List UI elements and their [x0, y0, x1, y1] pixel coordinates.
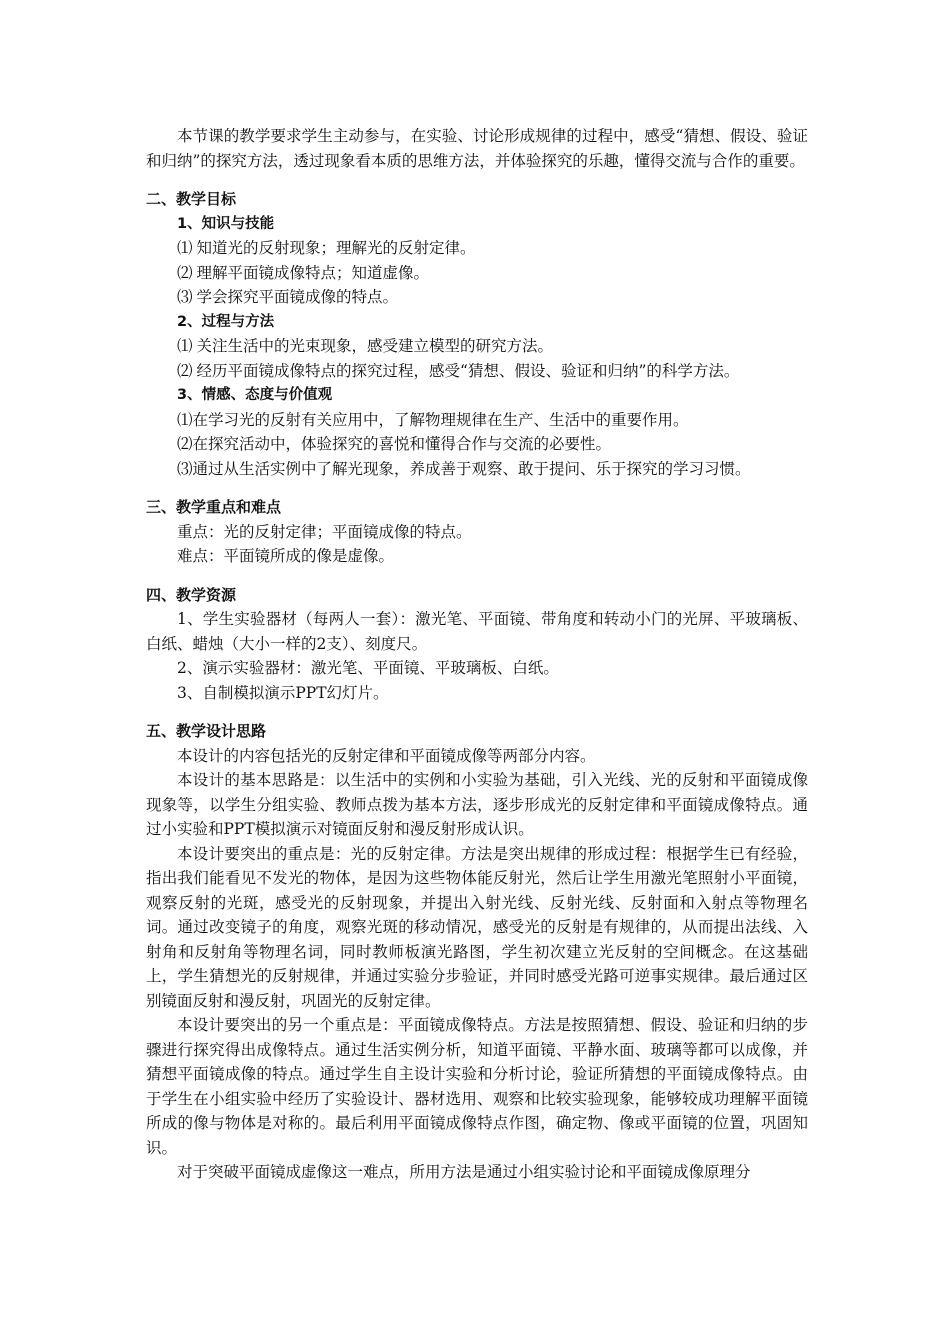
- resource-item: 3、自制模拟演示PPT幻灯片。: [177, 683, 389, 702]
- knowledge-item: ⑵ 理解平面镜成像特点；知道虚像。: [177, 263, 430, 282]
- intro-paragraph: 本节课的教学要求学生主动参与，在实验、讨论形成规律的过程中，感受“猜想、假设、验证和归纳”的探究方法，透过现象看本质的思维方法，并体验探究的乐趣，懂得交流与合作的重要。: [146, 127, 808, 170]
- section-key-points-title: 三、教学重点和难点: [146, 498, 282, 516]
- design-paragraph: 本设计的基本思路是：以生活中的实例和小实验为基础，引入光线、光的反射和平面镜成像现象等，以学生分组实验、教师点拨为基本方法，逐步形成光的反射定律和平面镜成像特点。通过小实验和PPT模拟演示对镜面反射和漫反射形成认识。: [146, 771, 808, 838]
- resource-item: 2、演示实验器材：激光笔、平面镜、平玻璃板、白纸。: [177, 659, 559, 677]
- subsection-knowledge-title: 1、知识与技能: [177, 215, 275, 232]
- section-design-idea-title: 五、教学设计思路: [146, 722, 267, 740]
- key-point-difficulty: 难点：平面镜所成的像是虚像。: [177, 547, 395, 565]
- attitude-item: ⑴在学习光的反射有关应用中，了解物理规律在生产、生活中的重要作用。: [177, 410, 689, 429]
- design-paragraph: 本设计要突出的重点是：光的反射定律。方法是突出规律的形成过程：根据学生已有经验，指出我们能看见不发光的物体，是因为这些物体能反射光，然后让学生用激光笔照射小平面镜，观察反射的光斑，感受光的反射现象，并提出入射光线、反射光线、反射面和入射点等物理名词。通过改变镜子的角度，观察光斑的移动情况，感受光的反射是有规律的，从而提出法线、入射角和反射角等物理名词，同时教师板演光路图，学生初次建立光反射的空间概念。在这基础上，学生猜想光的反射规律，并通过实验分步验证，并同时感受光路可逆事实规律。最后通过区别镜面反射和漫反射，巩固光的反射定律。: [146, 844, 808, 1010]
- key-point-focus: 重点：光的反射定律；平面镜成像的特点。: [177, 522, 472, 541]
- attitude-item: ⑶通过从生活实例中了解光现象，养成善于观察、敢于提问、乐于探究的学习习惯。: [177, 459, 751, 478]
- design-paragraph: 对于突破平面镜成虚像这一难点，所用方法是通过小组实验讨论和平面镜成像原理分: [177, 1163, 751, 1181]
- process-item: ⑴ 关注生活中的光束现象，感受建立模型的研究方法。: [177, 337, 554, 355]
- design-paragraph: 本设计的内容包括光的反射定律和平面镜成像等两部分内容。: [177, 746, 596, 765]
- section-resources-title: 四、教学资源: [146, 585, 237, 604]
- attitude-item: ⑵在探究活动中，体验探究的喜悦和懂得合作与交流的必要性。: [177, 435, 612, 453]
- document-body: [146, 124, 808, 1185]
- resource-item: 1、学生实验器材（每两人一套）：激光笔、平面镜、带角度和转动小门的光屏、平玻璃板、白纸、蜡烛（大小一样的2支）、刻度尺。: [146, 610, 808, 653]
- section-teaching-objectives-title: 二、教学目标: [146, 190, 237, 208]
- subsection-attitude-title: 3、情感、态度与价值观: [177, 387, 333, 403]
- process-item: ⑵ 经历平面镜成像特点的探究过程，感受“猜想、假设、验证和归纳”的科学方法。: [177, 361, 740, 380]
- subsection-process-title: 2、过程与方法: [177, 313, 275, 330]
- knowledge-item: ⑶ 学会探究平面镜成像的特点。: [177, 288, 399, 306]
- design-paragraph: 本设计要突出的另一个重点是：平面镜成像特点。方法是按照猜想、假设、验证和归纳的步骤进行探究得出成像特点。通过生活实例分析，知道平面镜、平静水面、玻璃等都可以成像，并猜想平面镜成像的特点。通过学生自主设计实验和分析讨论，验证所猜想的平面镜成像特点。由于学生在小组实验中经历了实验设计、器材选用、观察和比较实验现象，能够较成功理解平面镜所成的像与物体是对称的。最后利用平面镜成像特点作图，确定物、像或平面镜的位置，巩固知识。: [146, 1016, 808, 1157]
- knowledge-item: ⑴ 知道光的反射现象；理解光的反射定律。: [177, 239, 476, 257]
